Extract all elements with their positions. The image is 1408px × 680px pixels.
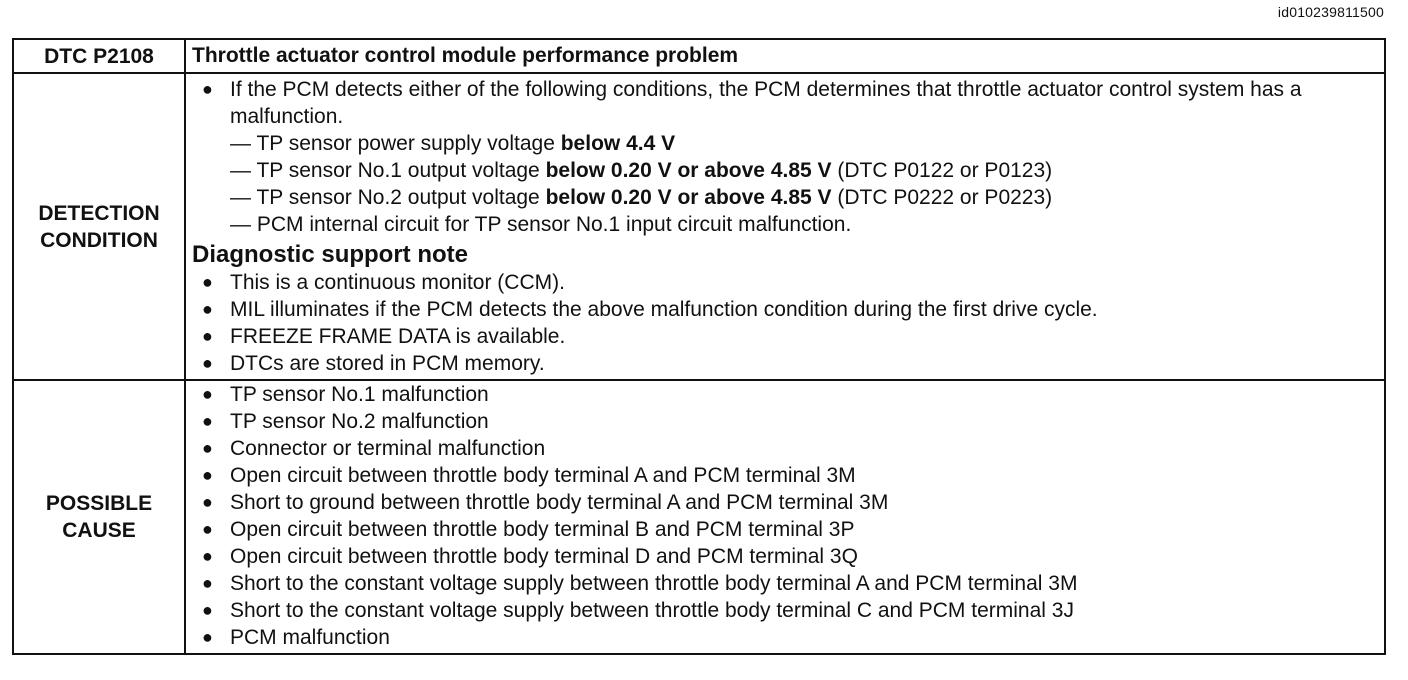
list-item — [192, 408, 1378, 435]
list-item — [192, 350, 1378, 377]
bullet-icon: ● — [202, 492, 213, 512]
bullet-icon: ● — [202, 384, 213, 404]
bullet-icon: ● — [202, 600, 213, 620]
bullet-icon: ● — [202, 519, 213, 539]
detection-label — [13, 73, 185, 380]
cause-text: Short to the constant voltage supply between throttle body terminal A and PCM terminal 3M — [230, 572, 1078, 595]
bullet-icon: ● — [202, 627, 213, 647]
detection-intro-text: If the PCM detects either of the following conditions, the PCM determines that throttle actuator control system has a malfunction. — [230, 78, 1302, 128]
bullet-icon: ● — [202, 573, 213, 593]
list-item — [192, 269, 1378, 296]
list-item — [192, 543, 1378, 570]
condition-text: — PCM internal circuit for TP sensor No.1 input circuit malfunction. — [230, 213, 852, 236]
list-item — [192, 597, 1378, 624]
causes-label-line1: POSSIBLE — [45, 492, 153, 515]
list-item — [192, 323, 1378, 350]
document-id: id010239811500 — [1277, 4, 1384, 20]
diagnostic-notes-list — [192, 269, 1378, 377]
note-text: FREEZE FRAME DATA is available. — [230, 325, 566, 348]
causes-list — [192, 381, 1378, 651]
note-text: MIL illuminates if the PCM detects the above malfunction condition during the first drive cycle. — [230, 298, 1098, 321]
cause-text: Open circuit between throttle body terminal A and PCM terminal 3M — [230, 464, 856, 487]
causes-row — [13, 380, 1385, 654]
cause-text: PCM malfunction — [230, 626, 390, 649]
list-item — [192, 296, 1378, 323]
bullet-icon: ● — [202, 465, 213, 485]
cause-text: TP sensor No.2 malfunction — [230, 410, 489, 433]
detection-content — [185, 73, 1385, 380]
dtc-table — [12, 38, 1386, 655]
condition-threshold: below 0.20 V or above 4.85 V — [545, 186, 832, 209]
list-item — [192, 435, 1378, 462]
detection-row — [13, 73, 1385, 380]
bullet-icon: ● — [202, 438, 213, 458]
detection-conditions — [192, 130, 1378, 238]
cause-text: Short to ground between throttle body terminal A and PCM terminal 3M — [230, 491, 889, 514]
condition-suffix: (DTC P0122 or P0123) — [831, 159, 1053, 182]
detection-intro-list — [192, 76, 1378, 130]
list-item — [192, 570, 1378, 597]
header-row — [13, 39, 1385, 73]
cause-text: Connector or terminal malfunction — [230, 437, 546, 460]
dtc-title: Throttle actuator control module performance problem — [185, 39, 1385, 73]
causes-content — [185, 380, 1385, 654]
list-item — [192, 624, 1378, 651]
condition-threshold: below 0.20 V or above 4.85 V — [545, 159, 832, 182]
condition-line — [230, 211, 1378, 238]
note-text: This is a continuous monitor (CCM). — [230, 271, 565, 294]
condition-threshold: below 4.4 V — [560, 132, 676, 155]
cause-text: Short to the constant voltage supply between throttle body terminal C and PCM terminal 3J — [230, 599, 1074, 622]
causes-label-line2: CAUSE — [62, 519, 136, 542]
bullet-icon: ● — [202, 299, 213, 319]
condition-text: — TP sensor power supply voltage — [230, 132, 561, 155]
condition-text: — TP sensor No.1 output voltage — [230, 159, 546, 182]
cause-text: Open circuit between throttle body terminal D and PCM terminal 3Q — [230, 545, 858, 568]
condition-text: — TP sensor No.2 output voltage — [230, 186, 546, 209]
condition-suffix: (DTC P0222 or P0223) — [831, 186, 1053, 209]
list-item — [192, 462, 1378, 489]
condition-line — [230, 130, 1378, 157]
cause-text: TP sensor No.1 malfunction — [230, 383, 489, 406]
list-item — [192, 381, 1378, 408]
cause-text: Open circuit between throttle body terminal B and PCM terminal 3P — [230, 518, 855, 541]
note-text: DTCs are stored in PCM memory. — [230, 352, 545, 375]
list-item — [192, 489, 1378, 516]
causes-label — [13, 380, 185, 654]
list-item — [192, 516, 1378, 543]
detection-intro — [192, 76, 1378, 130]
bullet-icon: ● — [202, 272, 213, 292]
detection-label-line1: DETECTION — [38, 201, 160, 225]
bullet-icon: ● — [202, 411, 213, 431]
diagnostic-note-heading: Diagnostic support note — [192, 241, 468, 268]
bullet-icon: ● — [202, 353, 213, 373]
bullet-icon: ● — [202, 79, 213, 99]
condition-line — [230, 184, 1378, 211]
detection-label-line2: CONDITION — [40, 228, 158, 252]
bullet-icon: ● — [202, 326, 213, 346]
bullet-icon: ● — [202, 546, 213, 566]
condition-line — [230, 157, 1378, 184]
dtc-code: DTC P2108 — [13, 39, 185, 73]
